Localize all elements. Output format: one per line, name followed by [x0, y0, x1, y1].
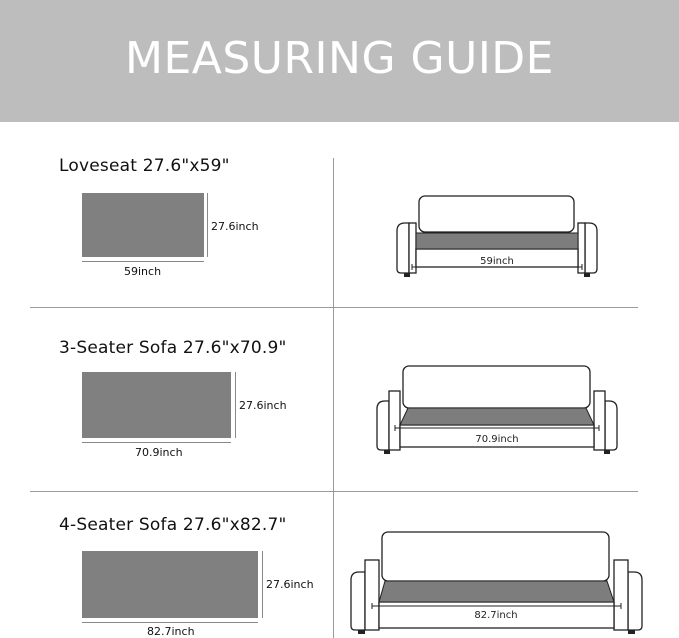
four-seater-height-line: [262, 551, 263, 618]
loveseat-title: Loveseat 27.6"x59": [59, 156, 230, 176]
four-seater-sofa-label: 82.7inch: [474, 610, 518, 621]
three-seater-width-label: 70.9inch: [135, 446, 183, 459]
row-divider-1: [30, 307, 638, 308]
four-seater-width-label: 82.7inch: [147, 625, 195, 638]
loveseat-height-label: 27.6inch: [211, 220, 259, 233]
header-banner: [0, 0, 679, 122]
three-seater-title: 3-Seater Sofa 27.6"x70.9": [59, 338, 287, 358]
three-seater-swatch: [82, 372, 231, 438]
loveseat-width-label: 59inch: [124, 265, 162, 278]
loveseat-swatch: [82, 193, 204, 257]
four-seater-width-line: [82, 622, 258, 623]
three-seater-height-line: [235, 372, 236, 438]
row-divider-2: [30, 491, 638, 492]
loveseat-width-line: [82, 261, 204, 262]
loveseat-height-line: [207, 193, 208, 257]
three-seater-illustration: [375, 364, 619, 456]
three-seater-seat-cushion: [400, 408, 594, 425]
four-seater-illustration: [349, 530, 644, 636]
four-seater-swatch: [82, 551, 258, 618]
three-seater-sofa-label: 70.9inch: [475, 434, 519, 445]
three-seater-width-line: [82, 442, 231, 443]
four-seater-title: 4-Seater Sofa 27.6"x82.7": [59, 515, 287, 535]
three-seater-height-label: 27.6inch: [239, 399, 287, 412]
page-title: MEASURING GUIDE: [124, 33, 554, 84]
four-seater-height-label: 27.6inch: [266, 578, 314, 591]
loveseat-sofa-label: 59inch: [480, 256, 514, 267]
four-seater-seat-cushion: [379, 581, 614, 602]
loveseat-seat-cushion: [416, 233, 578, 249]
loveseat-illustration: [395, 193, 599, 283]
column-divider: [333, 158, 334, 638]
